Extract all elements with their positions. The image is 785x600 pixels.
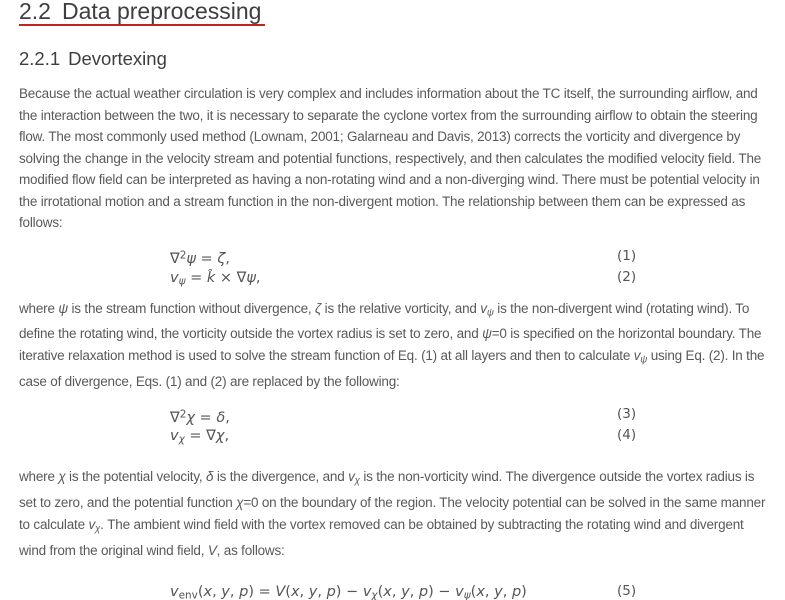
section-heading (19, 0, 265, 26)
subsection-number: 2.2.1 (19, 48, 61, 69)
subsection-heading (19, 48, 766, 70)
equation-1-number: (1) (617, 247, 637, 264)
equation-4-number: (4) (617, 427, 637, 444)
equation-block-psi (19, 246, 766, 288)
section-number: 2.2 (19, 0, 51, 24)
paragraph-potential-velocity: where χ is the potential velocity, δ is the divergence, and vχ is the non-vorticity wind. The divergence outside the vortex radius is set to zero, and the potential function χ=0 on the boundary of the region. The velocity potential can be solved in the same manner to calculate vχ. The ambient wind field with the vortex removed can be obtained by subtracting the rotating wind and divergent wind from the original wind field, V, as follows: (19, 469, 766, 558)
subsection-title: Devortexing (68, 48, 167, 69)
paragraph-stream-function: where ψ is the stream function without divergence, ζ is the relative vorticity, and vψ is the non-divergent wind (rotating wind). To define the rotating wind, the vorticity outside the vortex radius is set to zero, and ψ=0 is specified on the horizontal boundary. The iterative relaxation method is used to solve the stream function of Eq. (1) at all layers and then to calculate vψ using Eq. (2). In the case of divergence, Eqs. (1) and (2) are replaced by the following: (19, 300, 765, 389)
section-title: Data preprocessing (61, 0, 262, 24)
equation-3-number: (3) (617, 406, 637, 423)
equation-4-row (19, 425, 766, 446)
equation-3-row (19, 404, 766, 425)
equation-block-env-wind (19, 581, 766, 600)
equation-block-chi (19, 404, 766, 446)
paragraph-devortexing-intro: Because the actual weather circulation is very complex and includes information about the TC itself, the surrounding airflow, and the interaction between the two, it is necessary to separate the cyclone vortex from the surrounding airflow to obtain the steering flow. The most commonly used method (Lownam, 2001; Galarneau and Davis, 2013) corrects the vorticity and divergence by solving the change in the velocity stream and potential functions, respectively, and then calculates the modified velocity field. The modified flow field can be interpreted as having a non-rotating wind and a non-diverging wind. There must be potential velocity in the irrotational motion and a stream function in the non-divergent motion. The relationship between them can be expressed as follows: (19, 86, 762, 230)
equation-1-row (19, 246, 766, 267)
equation-2-number: (2) (617, 268, 637, 285)
equation-1-math: ∇$^2$ψ = ζ, (170, 249, 230, 268)
equation-3-math: ∇$^2$χ = δ, (170, 408, 230, 427)
equation-5-math: venv(x, y, p) = V(x, y, p) − vχ(x, y, p) − vψ(x, y, p) (170, 584, 527, 600)
equation-5-number: (5) (617, 583, 637, 600)
equation-4-math: vχ = ∇χ, (170, 428, 230, 446)
equation-5-row (19, 581, 766, 600)
equation-2-row (19, 267, 766, 288)
equation-2-math: vψ = k̂ × ∇ψ, (170, 269, 261, 288)
